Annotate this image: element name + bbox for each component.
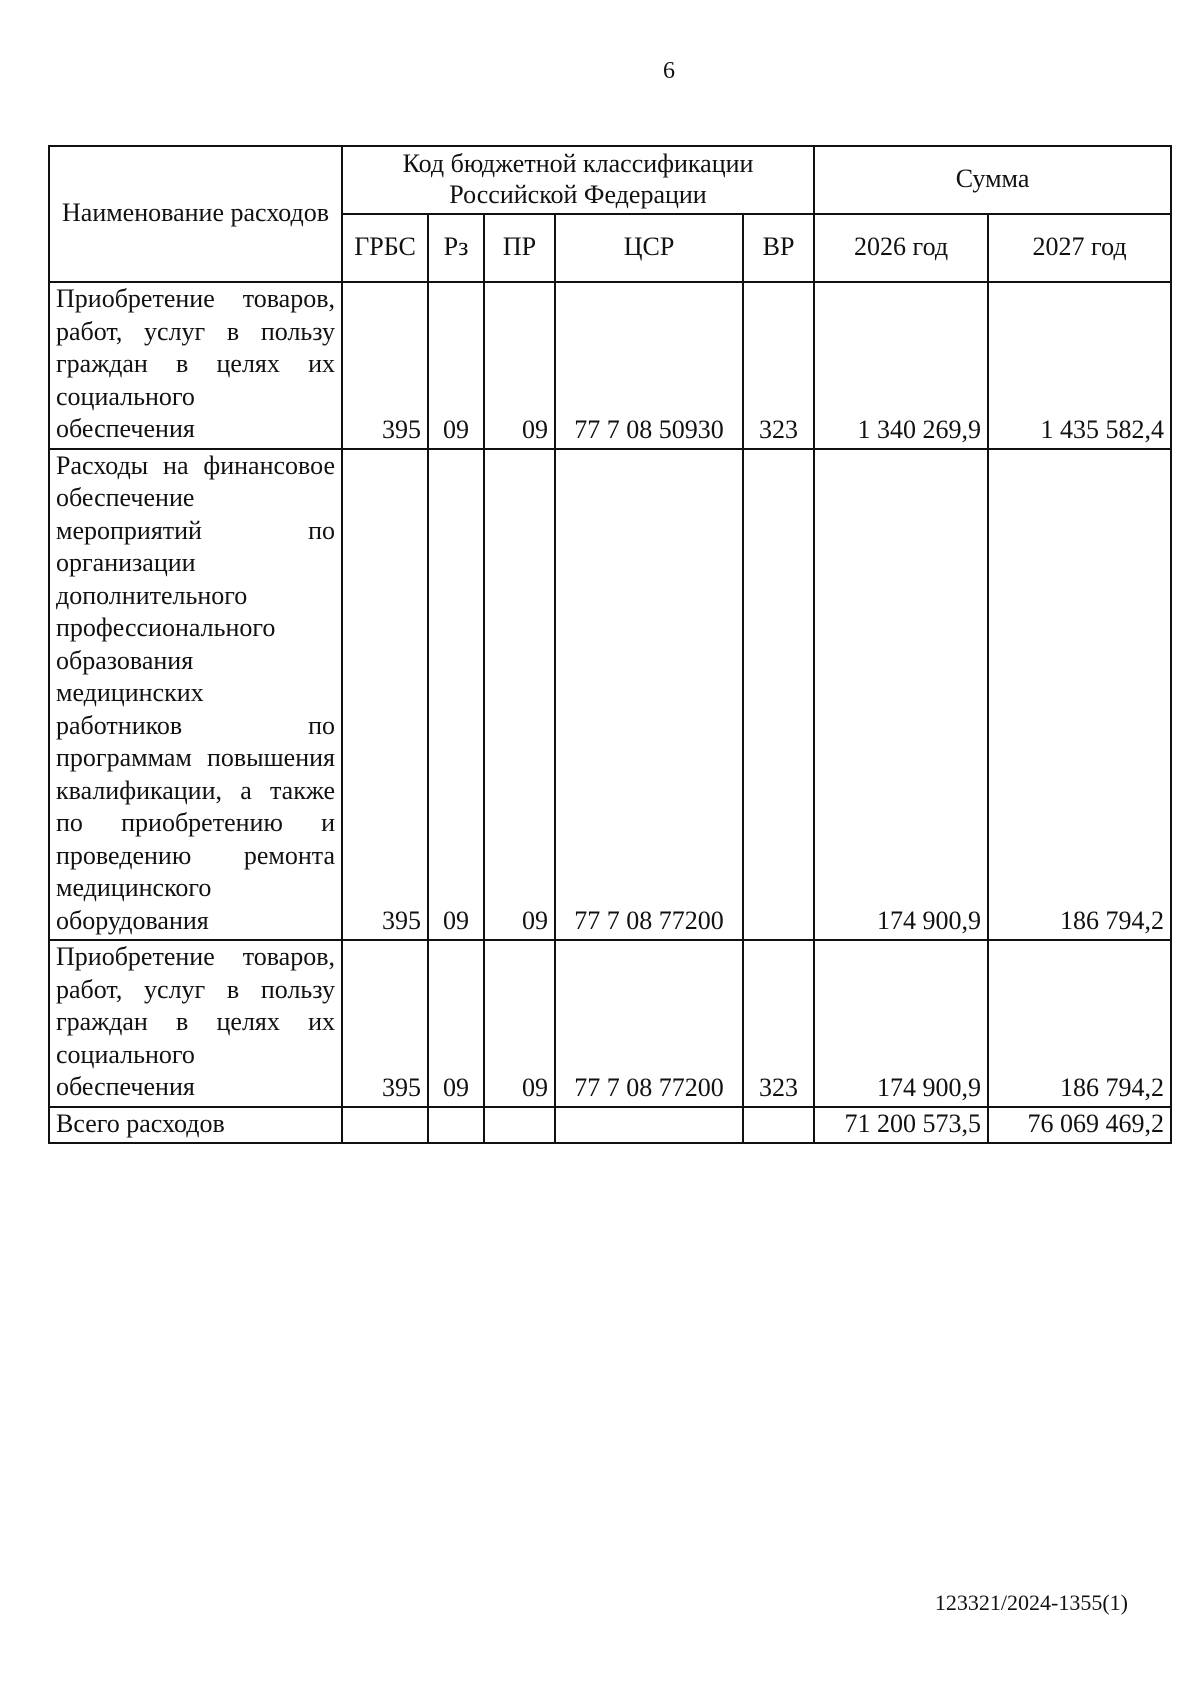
total-2027: 76 069 469,2 [988, 1107, 1171, 1144]
document-registration-code: 123321/2024-1355(1) [934, 1590, 1128, 1615]
total-rz [428, 1107, 484, 1144]
row-csr: 77 7 08 77200 [555, 940, 743, 1107]
total-pr [484, 1107, 555, 1144]
row-rz: 09 [428, 940, 484, 1107]
table-row [49, 449, 1171, 941]
header-2026: 2026 год [814, 214, 988, 282]
total-csr [555, 1107, 743, 1144]
budget-table [48, 145, 1172, 1144]
header-code-group: Код бюджетной классификации Российской Федерации [342, 146, 814, 214]
header-csr: ЦСР [555, 214, 743, 282]
row-2026: 174 900,9 [814, 940, 988, 1107]
row-name: Приобретение товаров, работ, услуг в пользу граждан в целях их социального обеспечения [49, 940, 342, 1107]
row-2026: 1 340 269,9 [814, 282, 988, 449]
header-rz: Рз [428, 214, 484, 282]
row-grbs: 395 [342, 940, 428, 1107]
row-name: Приобретение товаров, работ, услуг в пользу граждан в целях их социального обеспечения [49, 282, 342, 449]
total-name: Всего расходов [49, 1107, 342, 1144]
row-rz: 09 [428, 449, 484, 941]
row-2027: 1 435 582,4 [988, 282, 1171, 449]
header-name: Наименование расходов [49, 146, 342, 282]
row-pr: 09 [484, 449, 555, 941]
row-pr: 09 [484, 282, 555, 449]
row-pr: 09 [484, 940, 555, 1107]
table-row [49, 940, 1171, 1107]
header-2027: 2027 год [988, 214, 1171, 282]
row-2027: 186 794,2 [988, 449, 1171, 941]
table-row [49, 282, 1171, 449]
header-grbs: ГРБС [342, 214, 428, 282]
row-vr: 323 [743, 940, 814, 1107]
row-grbs: 395 [342, 282, 428, 449]
row-rz: 09 [428, 282, 484, 449]
row-2027: 186 794,2 [988, 940, 1171, 1107]
page-number: 6 [663, 58, 675, 84]
total-row [49, 1107, 1171, 1144]
row-csr: 77 7 08 77200 [555, 449, 743, 941]
total-2026: 71 200 573,5 [814, 1107, 988, 1144]
header-row-1 [49, 146, 1171, 214]
header-sum-group: Сумма [814, 146, 1171, 214]
total-vr [743, 1107, 814, 1144]
header-vr: ВР [743, 214, 814, 282]
row-csr: 77 7 08 50930 [555, 282, 743, 449]
row-vr [743, 449, 814, 941]
row-2026: 174 900,9 [814, 449, 988, 941]
total-grbs [342, 1107, 428, 1144]
row-grbs: 395 [342, 449, 428, 941]
row-name: Расходы на финансовое обеспечение мероприятий по организации дополнительного профессионального образования медицинских работников по программам повышения квалификации, а также по приобретению и проведению ремонта медицинского оборудования [49, 449, 342, 941]
row-vr: 323 [743, 282, 814, 449]
header-pr: ПР [484, 214, 555, 282]
